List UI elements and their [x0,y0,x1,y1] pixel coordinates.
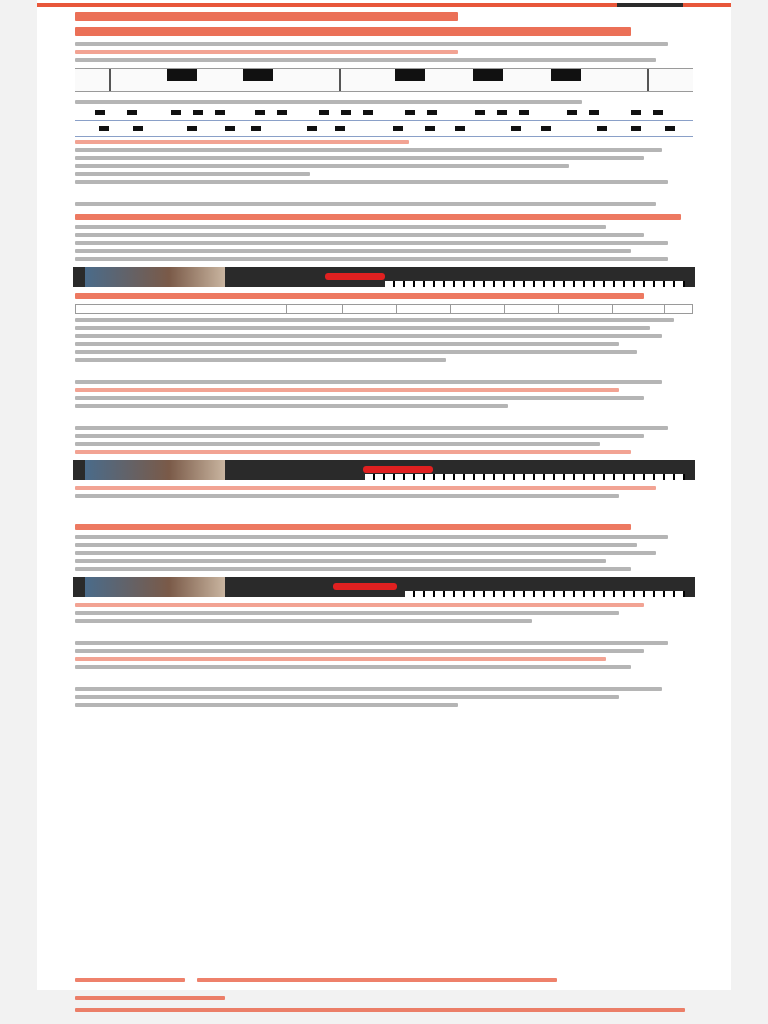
mini-keyboard-row-2 [75,124,693,137]
keyboard-caption [75,100,693,104]
paragraph-10 [75,641,693,669]
paragraph-9 [75,603,693,623]
piano-keyboard-figure [75,68,693,92]
paragraph-5 [75,380,693,408]
top-bar-tab [617,3,683,7]
article-title [75,12,693,36]
video-thumbnail-2[interactable] [73,460,695,480]
video-thumbnail-1[interactable] [73,267,695,287]
mini-keyboard-row-1 [75,108,693,121]
video-thumbnail-3[interactable] [73,577,695,597]
section-heading-1 [75,214,693,229]
paragraph-1 [75,140,693,184]
footer-link-line-1[interactable] [75,978,185,982]
intro-paragraph [75,42,693,62]
paragraph-3 [75,233,693,261]
page-footer-line-2 [75,1008,685,1012]
footer-link-line-2[interactable] [197,978,557,982]
article-body [75,12,693,711]
note-table [75,304,693,314]
paragraph-4 [75,318,693,362]
page [37,0,731,990]
section-heading-3 [75,524,693,530]
paragraph-6 [75,426,693,454]
paragraph-8 [75,535,693,571]
paragraph-11 [75,687,693,707]
section-heading-2 [75,293,693,299]
paragraph-2 [75,202,693,206]
paragraph-7 [75,486,693,498]
page-footer-line-1 [75,996,225,1000]
